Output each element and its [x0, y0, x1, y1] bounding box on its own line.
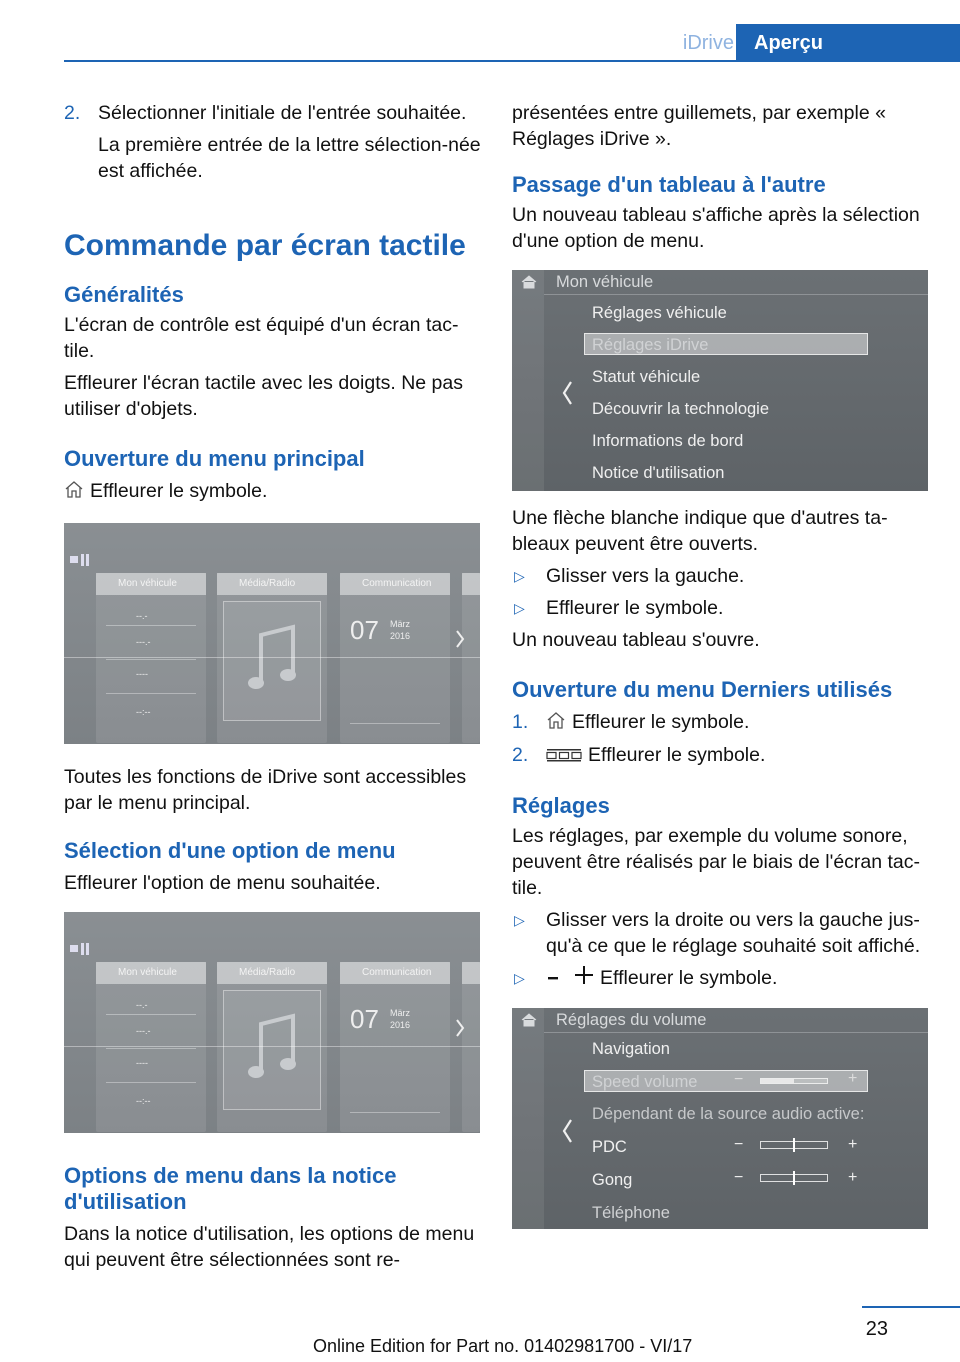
home-icon	[521, 275, 537, 289]
open-main-menu-text: Effleurer le symbole.	[90, 480, 268, 502]
footer-divider	[862, 1306, 960, 1308]
speed-volume-minus[interactable]: −	[734, 1071, 744, 1089]
vehicle-row-4: --:--	[136, 706, 151, 717]
menu-item-navigation[interactable]: Navigation	[592, 1040, 670, 1059]
pdc-plus[interactable]: +	[848, 1136, 858, 1154]
triangle-bullet-icon: ▷	[514, 568, 525, 584]
menu-item-vehicle-status[interactable]: Statut véhicule	[592, 368, 701, 386]
heading-menu-options-manual: Options de menu dans la notice d'utilisation	[64, 1162, 397, 1214]
right-column	[512, 100, 928, 1229]
minus-icon	[546, 966, 560, 992]
calendar-day: 07	[350, 1003, 379, 1034]
heading-recent-menu: Ouverture du menu Derniers utilisés	[512, 677, 893, 702]
calendar-month: März	[390, 1007, 410, 1018]
bullet-swipe-left	[512, 563, 928, 589]
triangle-bullet-icon: ▷	[514, 600, 525, 616]
left-column	[64, 100, 482, 1273]
volume-settings-screenshot	[512, 1008, 928, 1229]
vehicle-row-1: --.-	[136, 999, 148, 1010]
tile-media-radio-title: Média/Radio	[217, 573, 327, 595]
heading-select-menu-option: Sélection d'une option de menu	[64, 837, 396, 863]
vehicle-menu-title: Mon véhicule	[556, 273, 654, 291]
menu-item-idrive-settings[interactable]: Réglages iDrive	[592, 336, 709, 354]
tile-partial	[462, 573, 480, 743]
recent-menus-icon	[546, 743, 582, 769]
paragraph-open-main-menu	[64, 478, 482, 505]
paragraph-new-table: Un nouveau tableau s'ouvre.	[512, 629, 760, 651]
menu-item-board-info[interactable]: Informations de bord	[592, 432, 744, 450]
gong-plus[interactable]: +	[848, 1169, 858, 1187]
vehicle-menu-screenshot	[512, 270, 928, 491]
tile-my-vehicle-title: Mon véhicule	[96, 573, 206, 595]
plus-icon	[574, 965, 594, 992]
recent-step-2-text: Effleurer le symbole.	[588, 743, 766, 766]
tile-communication-title: Communication	[340, 962, 450, 984]
tile-communication-title: Communication	[340, 573, 450, 595]
speed-volume-plus[interactable]: +	[848, 1070, 858, 1088]
calendar-year: 2016	[390, 1019, 411, 1030]
triangle-bullet-icon: ▷	[514, 969, 525, 986]
chevron-right-icon	[454, 1018, 466, 1038]
step-2-subtext: La première entrée de la lettre sélection-née est affichée.	[98, 134, 481, 182]
bullet-tap-symbol	[512, 595, 928, 621]
tile-media-radio-title: Média/Radio	[217, 962, 327, 984]
chevron-left-icon	[560, 380, 574, 406]
paragraph-settings: Les réglages, par exemple du volume sonore, peuvent être réalisés par le biais de l'écran tac-tile.	[512, 824, 921, 899]
menu-item-vehicle-settings[interactable]: Réglages véhicule	[592, 304, 727, 322]
bullet-tap-minus-plus	[512, 965, 928, 992]
calendar-day: 07	[350, 614, 379, 645]
paragraph-switch-tables: Un nouveau tableau s'affiche après la sélection d'une option de menu.	[512, 204, 920, 252]
gong-minus[interactable]: −	[734, 1169, 744, 1187]
pdc-slider[interactable]	[760, 1141, 828, 1149]
recent-step-2-number: 2.	[512, 743, 529, 766]
home-icon	[546, 710, 566, 736]
volume-settings-title: Réglages du volume	[556, 1011, 707, 1030]
calendar-month: März	[390, 618, 410, 629]
main-menu-screenshot-2	[64, 912, 480, 1133]
menu-item-gong[interactable]: Gong	[592, 1171, 633, 1190]
menu-item-speed-volume[interactable]: Speed volume	[592, 1073, 698, 1092]
header-section-idrive: iDrive	[682, 32, 734, 54]
heading-general: Généralités	[64, 282, 184, 307]
paragraph-general-1: L'écran de contrôle est équipé d'un écran tac-tile.	[64, 314, 459, 362]
tile-media-radio	[217, 573, 327, 743]
display-switch-icon	[70, 942, 92, 956]
heading-switch-tables: Passage d'un tableau à l'autre	[512, 172, 826, 197]
footer-edition: Online Edition for Part no. 01402981700 - VI/17	[313, 1336, 693, 1356]
heading-touch-control: Commande par écran tactile	[64, 229, 466, 262]
step-2-number: 2.	[64, 102, 81, 124]
vehicle-row-2: ---.-	[136, 1025, 151, 1036]
chevron-right-icon	[454, 629, 466, 649]
vehicle-row-3: ----	[136, 1057, 148, 1068]
vehicle-row-3: ----	[136, 668, 148, 679]
music-note-icon	[247, 623, 299, 695]
heading-settings: Réglages	[512, 792, 610, 818]
menu-item-telephone[interactable]: Téléphone	[592, 1204, 670, 1223]
chevron-left-icon	[560, 1118, 574, 1144]
vehicle-row-4: --:--	[136, 1095, 151, 1106]
tile-my-vehicle-title: Mon véhicule	[96, 962, 206, 984]
step-2	[64, 100, 482, 184]
calendar-year: 2016	[390, 630, 411, 641]
paragraph-quotes: présentées entre guillemets, par exemple « Réglages iDrive ».	[512, 102, 886, 150]
recent-step-1-number: 1.	[512, 711, 529, 733]
paragraph-all-functions: Toutes les fonctions de iDrive sont accessibles par le menu principal.	[64, 765, 467, 814]
bullet-swipe-left-right	[512, 907, 928, 959]
heading-open-main-menu: Ouverture du menu principal	[64, 446, 365, 471]
vehicle-row-1: --.-	[136, 610, 148, 621]
gong-slider[interactable]	[760, 1174, 828, 1182]
recent-step-1	[512, 709, 928, 736]
paragraph-menu-options-manual: Dans la notice d'utilisation, les options de menu qui peuvent être sélectionnées sont re-	[64, 1222, 475, 1271]
vehicle-row-2: ---.-	[136, 636, 151, 647]
pdc-minus[interactable]: −	[734, 1136, 744, 1154]
display-switch-icon	[70, 553, 92, 567]
home-icon	[521, 1013, 537, 1027]
page-number: 23	[865, 1318, 888, 1340]
tile-communication	[340, 962, 450, 1132]
recent-step-2	[512, 742, 928, 769]
header-tab-apercu: Aperçu	[736, 24, 960, 62]
music-note-icon	[247, 1012, 299, 1084]
paragraph-white-arrow: Une flèche blanche indique que d'autres ta-bleaux peuvent être ouverts.	[512, 507, 888, 555]
paragraph-general-2: Effleurer l'écran tactile avec les doigts. Ne pas utiliser d'objets.	[64, 372, 463, 420]
bullet-swipe-left-text: Glisser vers la gauche.	[546, 565, 745, 587]
speed-volume-slider[interactable]	[760, 1078, 828, 1084]
home-icon	[64, 479, 84, 505]
triangle-bullet-icon: ▷	[514, 911, 525, 928]
paragraph-select-menu-option: Effleurer l'option de menu souhaitée.	[64, 871, 381, 894]
tile-communication	[340, 573, 450, 743]
label-depends-on-source: Dépendant de la source audio active:	[592, 1105, 865, 1124]
menu-item-discover-technology[interactable]: Découvrir la technologie	[592, 400, 770, 418]
tile-media-radio	[217, 962, 327, 1132]
tile-my-vehicle	[96, 573, 206, 743]
recent-step-1-text: Effleurer le symbole.	[572, 711, 750, 733]
bullet-tap-minus-plus-text: Effleurer le symbole.	[600, 966, 778, 989]
menu-item-owners-manual[interactable]: Notice d'utilisation	[592, 464, 725, 482]
tile-my-vehicle	[96, 962, 206, 1132]
step-2-text: Sélectionner l'initiale de l'entrée souhaitée.	[98, 102, 467, 124]
page-header	[64, 24, 960, 62]
menu-item-pdc[interactable]: PDC	[592, 1138, 627, 1157]
main-menu-screenshot-1	[64, 523, 480, 744]
bullet-tap-symbol-text: Effleurer le symbole.	[546, 597, 724, 619]
tile-partial	[462, 962, 480, 1132]
bullet-swipe-left-right-text: Glisser vers la droite ou vers la gauche jus-qu'à ce que le réglage souhaité soit affiché.	[546, 908, 921, 957]
